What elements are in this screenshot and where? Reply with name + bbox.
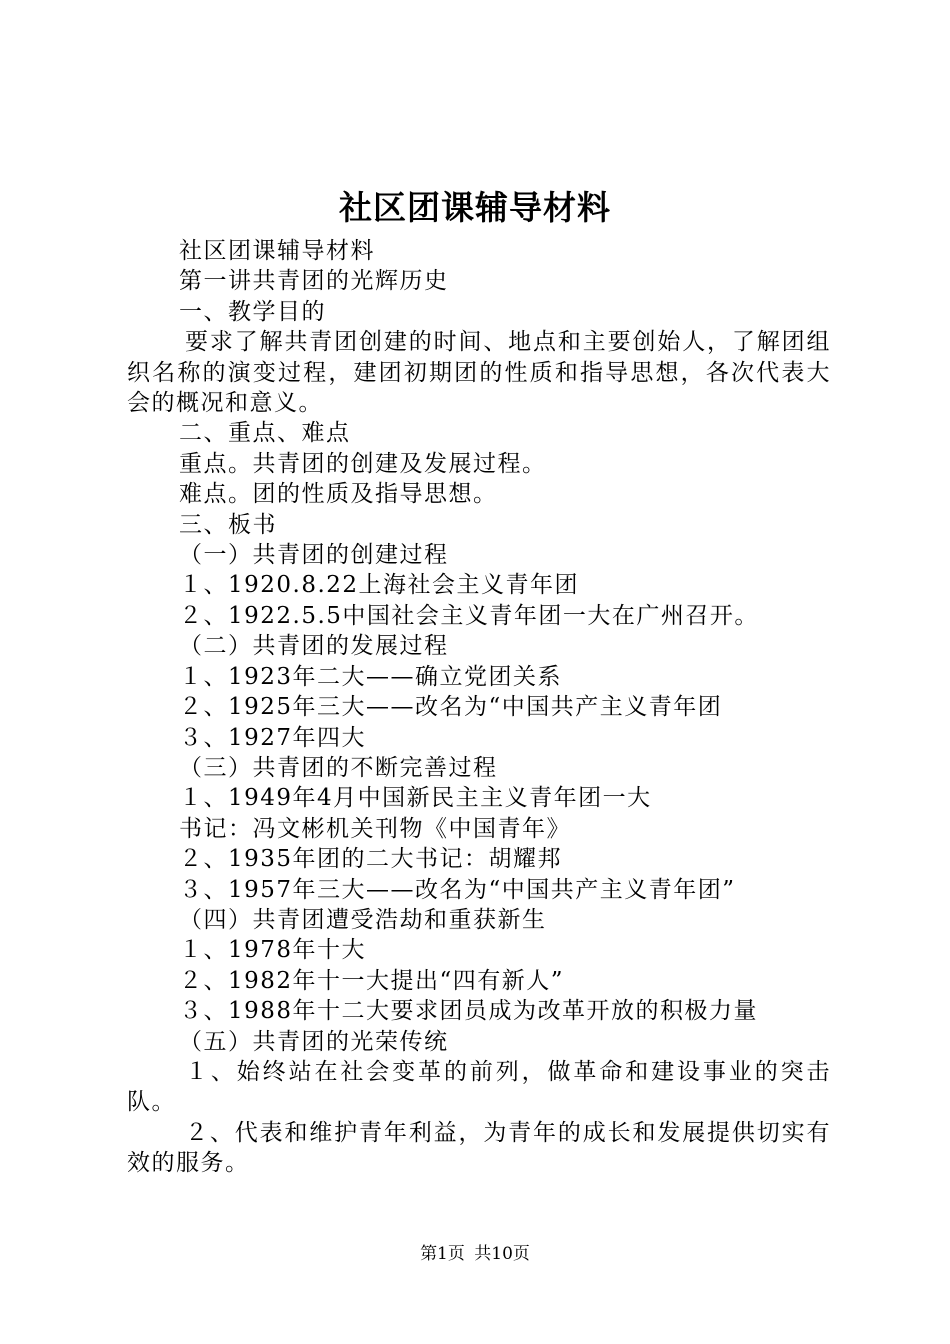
paragraph: 二、重点、难点 <box>179 420 351 447</box>
paragraph: ２、1982年十一大提出“四有新人” <box>179 967 565 994</box>
paragraph: （三）共青团的不断完善过程 <box>179 754 498 781</box>
paragraph: （五）共青团的光荣传统 <box>179 1028 449 1055</box>
paragraph: １、始终站在社会变革的前列，做革命和建设事业的突击队。 <box>127 1058 831 1116</box>
paragraph: 三、板书 <box>179 511 277 538</box>
paragraph: （一）共青团的创建过程 <box>179 542 449 569</box>
paragraph: 社区团课辅导材料 <box>179 238 375 264</box>
paragraph: ３、1988年十二大要求团员成为改革开放的积极力量 <box>179 998 759 1025</box>
paragraph: 难点。团的性质及指导思想。 <box>179 481 498 508</box>
paragraph: ３、1957年三大——改名为“中国共产主义青年团” <box>179 876 736 903</box>
document-body <box>127 236 831 1179</box>
paragraph: 要求了解共青团创建的时间、地点和主要创始人，了解团组织名称的演变过程，建团初期团的性质和指导思想，各次代表大会的概况和意义。 <box>127 329 831 417</box>
page-footer: 第1页 共10页 <box>420 1244 530 1264</box>
paragraph: １、1949年4月中国新民主主义青年团一大 <box>179 785 652 812</box>
paragraph: 一、教学目的 <box>179 298 326 325</box>
paragraph: １、1920.8.22上海社会主义青年团 <box>179 572 580 599</box>
paragraph: １、1978年十大 <box>179 937 367 964</box>
paragraph: ２、代表和维护青年利益，为青年的成长和发展提供切实有效的服务。 <box>127 1119 831 1177</box>
paragraph: 重点。共青团的创建及发展过程。 <box>179 450 547 477</box>
paragraph: ２、1922.5.5中国社会主义青年团一大在广州召开。 <box>179 602 759 629</box>
paragraph: （四）共青团遭受浩劫和重获新生 <box>179 906 547 933</box>
page-title: 社区团课辅导材料 <box>339 188 611 227</box>
paragraph: ２、1935年团的二大书记：胡耀邦 <box>179 846 563 873</box>
paragraph: （二）共青团的发展过程 <box>179 633 449 660</box>
paragraph: ２、1925年三大——改名为“中国共产主义青年团 <box>179 694 723 721</box>
paragraph: 第一讲共青团的光辉历史 <box>179 268 449 295</box>
paragraph: 书记：冯文彬机关刊物《中国青年》 <box>179 815 571 842</box>
paragraph: ３、1927年四大 <box>179 724 367 751</box>
paragraph: １、1923年二大——确立党团关系 <box>179 663 563 690</box>
